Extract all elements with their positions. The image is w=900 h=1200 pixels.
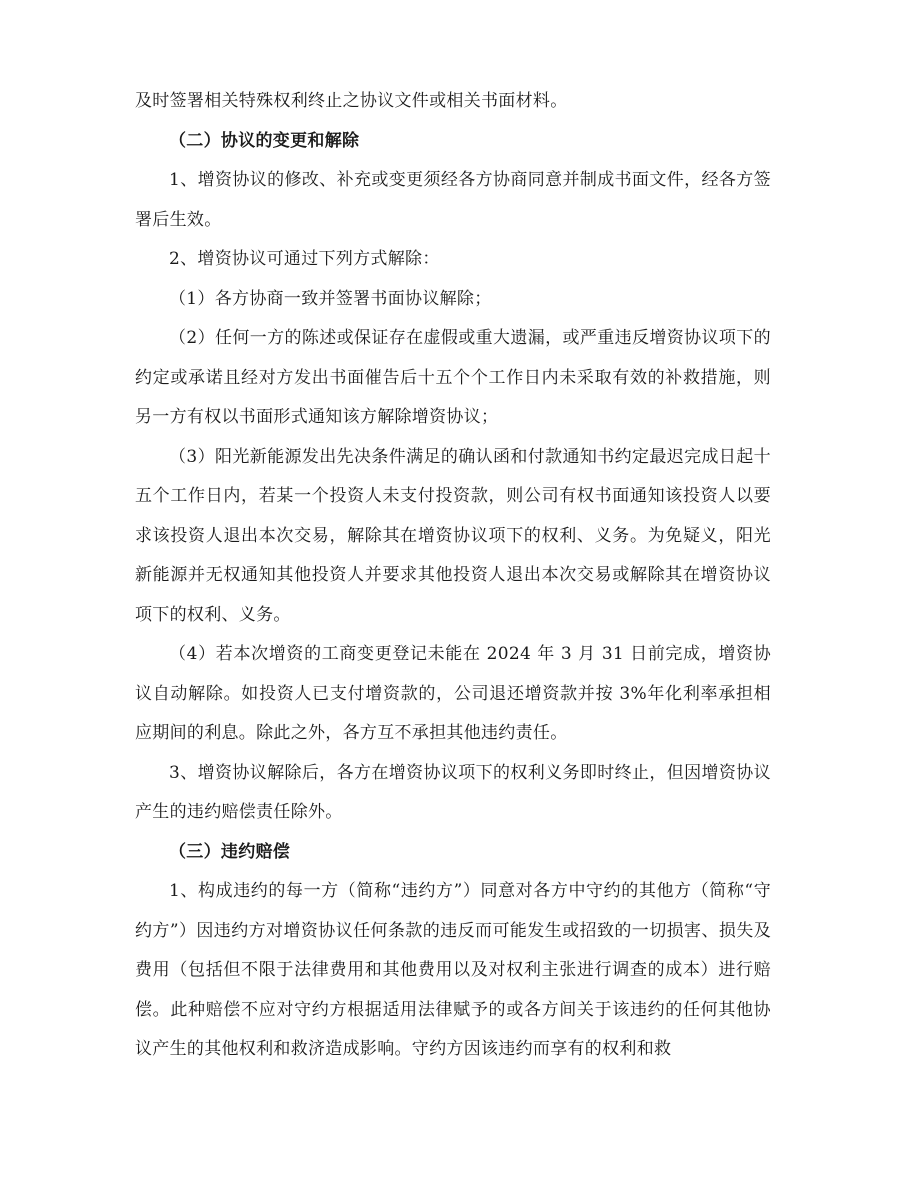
paragraph-clause-1: 1、增资协议的修改、补充或变更须经各方协商同意并制成书面文件，经各方签署后生效。	[135, 170, 771, 230]
paragraph-continuation: 及时签署相关特殊权利终止之协议文件或相关书面材料。	[135, 91, 568, 111]
paragraph-clause-2-1: （1）各方协商一致并签署书面协议解除；	[169, 288, 492, 309]
section-heading-amendment-termination: （二）协议的变更和解除	[169, 130, 360, 151]
paragraph-clause-2: 2、增资协议可通过下列方式解除：	[169, 249, 440, 269]
paragraph-clause-2-4: （4）若本次增资的工商变更登记未能在 2024 年 3 月 31 日前完成，增资协议自动解除。如投资人已支付增资款的，公司退还增资款并按 3%年化利率承担相应期间的利息。除此之外，各方互不承担其他违约责任。	[135, 644, 771, 743]
paragraph-clause-2-3: （3）阳光新能源发出先决条件满足的确认函和付款通知书约定最迟完成日起十五个工作日内，若某一个投资人未支付投资款，则公司有权书面通知该投资人以要求该投资人退出本次交易，解除其在增资协议项下的权利、义务。为免疑义，阳光新能源并无权通知其他投资人并要求其他投资人退出本次交易或解除其在增资协议项下的权利、义务。	[135, 446, 771, 625]
section-heading-default-compensation: （三）违约赔偿	[169, 841, 291, 862]
paragraph-clause-2-2: （2）任何一方的陈述或保证存在虚假或重大遗漏，或严重违反增资协议项下的约定或承诺且经对方发出书面催告后十五个个工作日内未采取有效的补救措施，则另一方有权以书面形式通知该方解除增资协议；	[135, 328, 771, 427]
document-body	[135, 82, 771, 1070]
paragraph-default-clause-1: 1、构成违约的每一方（简称“违约方”）同意对各方中守约的其他方（简称“守约方”）因违约方对增资协议任何条款的违反而可能发生或招致的一切损害、损失及费用（包括但不限于法律费用和其他费用以及对权利主张进行调查的成本）进行赔偿。此种赔偿不应对守约方根据适用法律赋予的或各方间关于该违约的任何其他协议产生的其他权利和救济造成影响。守约方因该违约而享有的权利和救	[135, 881, 771, 1059]
paragraph-clause-3: 3、增资协议解除后，各方在增资协议项下的权利义务即时终止，但因增资协议产生的违约赔偿责任除外。	[135, 762, 771, 822]
